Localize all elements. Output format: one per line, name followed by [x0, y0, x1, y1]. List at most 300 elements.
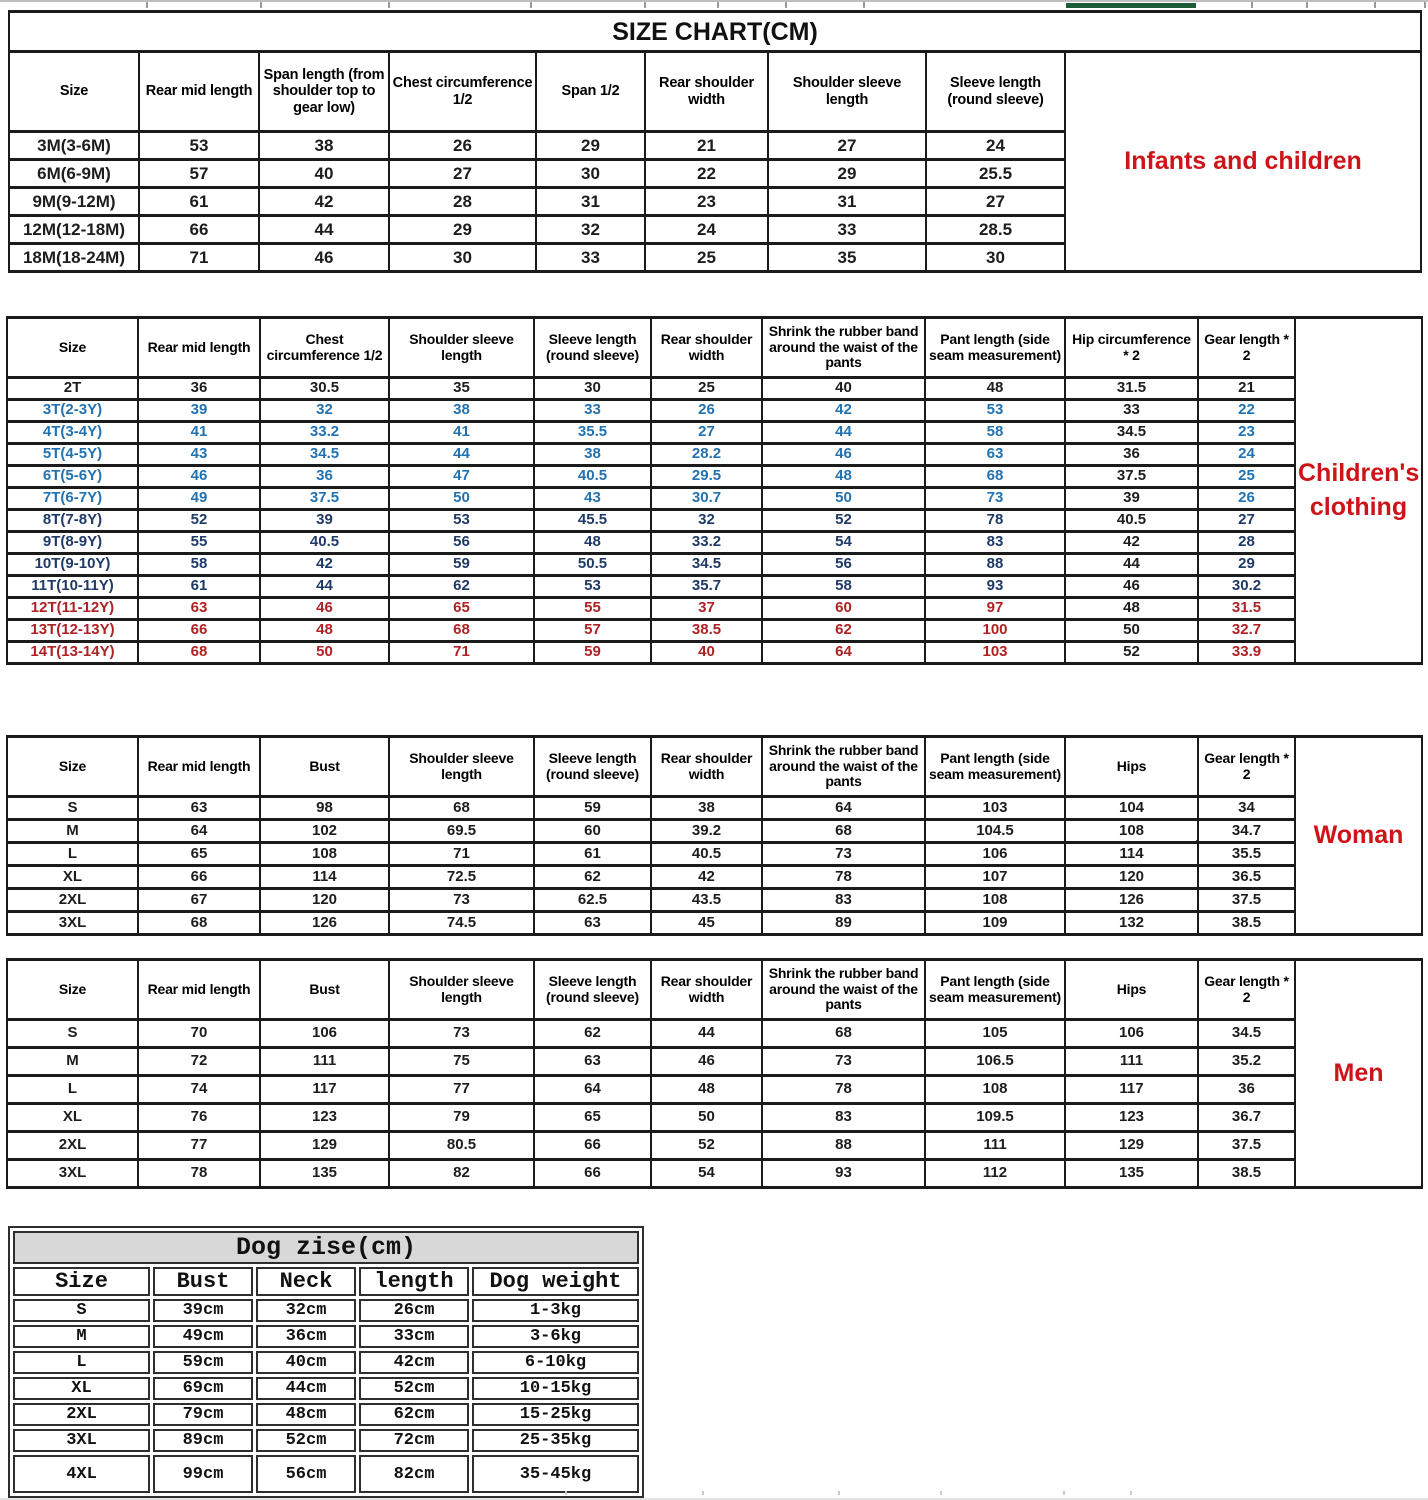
cell: 46: [762, 444, 925, 466]
cell: 108: [1065, 820, 1198, 843]
header-row: [13, 1267, 639, 1296]
cell: 53: [389, 510, 534, 532]
column-header: Rear mid length: [139, 52, 259, 132]
cell: 48: [1065, 598, 1198, 620]
data-row: [7, 912, 1422, 935]
cell: 33.2: [260, 422, 389, 444]
cell: 59: [389, 554, 534, 576]
cell: 111: [1065, 1048, 1198, 1076]
cell: 28: [1198, 532, 1295, 554]
cell: 22: [1198, 400, 1295, 422]
cell: 62: [534, 1020, 651, 1048]
cell: 29: [536, 132, 645, 160]
cell: 31.5: [1198, 598, 1295, 620]
cell: 44: [259, 216, 389, 244]
cell: 126: [260, 912, 389, 935]
cell: 34.5: [1065, 422, 1198, 444]
cell: 107: [925, 866, 1065, 889]
cell: 30: [536, 160, 645, 188]
cell: 61: [138, 576, 260, 598]
data-row: [7, 400, 1422, 422]
green-cell-highlight: [1066, 3, 1196, 8]
cell: S: [7, 797, 138, 820]
cell: 105: [925, 1020, 1065, 1048]
cell: 77: [389, 1076, 534, 1104]
column-header: Size: [7, 737, 138, 797]
column-header: Dog weight: [472, 1267, 639, 1296]
cell: 62cm: [359, 1403, 469, 1426]
cell: 103: [925, 797, 1065, 820]
column-header: Bust: [260, 960, 389, 1020]
cell: 120: [260, 889, 389, 912]
cell: 64: [762, 642, 925, 664]
cell: 66: [534, 1132, 651, 1160]
cell: 61: [139, 188, 259, 216]
cell: 46: [259, 244, 389, 272]
cell: 72.5: [389, 866, 534, 889]
cell: 3XL: [13, 1429, 150, 1452]
data-row: [7, 642, 1422, 664]
cell: L: [7, 1076, 138, 1104]
cell: 13T(12-13Y): [7, 620, 138, 642]
column-header: Shoulder sleeve length: [389, 318, 534, 378]
cell: 31: [768, 188, 926, 216]
cell: 62.5: [534, 889, 651, 912]
cell: 103: [925, 642, 1065, 664]
cell: 79cm: [153, 1403, 253, 1426]
cell: 39.2: [651, 820, 762, 843]
column-header: Rear mid length: [138, 318, 260, 378]
cell: 123: [260, 1104, 389, 1132]
cell: 68: [138, 642, 260, 664]
cell: 108: [925, 889, 1065, 912]
cell: 40: [651, 642, 762, 664]
cell: 129: [1065, 1132, 1198, 1160]
cell: 48: [925, 378, 1065, 400]
cell: 23: [1198, 422, 1295, 444]
data-row: [13, 1377, 639, 1400]
data-row: [7, 797, 1422, 820]
cell: 33.9: [1198, 642, 1295, 664]
cell: 38: [259, 132, 389, 160]
cell: 30: [389, 244, 536, 272]
cell: 108: [925, 1076, 1065, 1104]
cell: 43: [534, 488, 651, 510]
cell: 83: [925, 532, 1065, 554]
cell: 45: [651, 912, 762, 935]
cell: 34.5: [260, 444, 389, 466]
cell: 40.5: [260, 532, 389, 554]
group-label: Infants and children: [1065, 52, 1421, 272]
cell: 49: [138, 488, 260, 510]
cell: 14T(13-14Y): [7, 642, 138, 664]
data-row: [7, 1160, 1422, 1188]
cell: 29: [1198, 554, 1295, 576]
title-row: [9, 12, 1421, 52]
cell: 34: [1198, 797, 1295, 820]
cell: 30.7: [651, 488, 762, 510]
cell: 48cm: [256, 1403, 356, 1426]
cell: 25.5: [926, 160, 1065, 188]
cell: 114: [1065, 843, 1198, 866]
cell: 57: [139, 160, 259, 188]
column-header: Sleeve length (round sleeve): [926, 52, 1065, 132]
cell: 62: [762, 620, 925, 642]
cell: 38.5: [651, 620, 762, 642]
cell: 82cm: [359, 1455, 469, 1493]
cell: 38: [389, 400, 534, 422]
cell: 50.5: [534, 554, 651, 576]
cell: 63: [138, 598, 260, 620]
cell: 42cm: [359, 1351, 469, 1374]
cell: 40.5: [534, 466, 651, 488]
cell: 50: [389, 488, 534, 510]
cell: 29.5: [651, 466, 762, 488]
cell: 64: [534, 1076, 651, 1104]
cell: 135: [1065, 1160, 1198, 1188]
cell: 65: [138, 843, 260, 866]
column-header: Gear length * 2: [1198, 318, 1295, 378]
cell: 54: [762, 532, 925, 554]
cell: 89: [762, 912, 925, 935]
cell: 79: [389, 1104, 534, 1132]
cell: 78: [762, 866, 925, 889]
column-header: Sleeve length (round sleeve): [534, 318, 651, 378]
data-row: [7, 843, 1422, 866]
cell: 44cm: [256, 1377, 356, 1400]
cell: 38.5: [1198, 912, 1295, 935]
cell: S: [13, 1299, 150, 1322]
data-row: [7, 466, 1422, 488]
column-header: Gear length * 2: [1198, 960, 1295, 1020]
cell: 52: [762, 510, 925, 532]
cell: 46: [1065, 576, 1198, 598]
cell: 52: [138, 510, 260, 532]
cell: 24: [1198, 444, 1295, 466]
cell: 6M(6-9M): [9, 160, 139, 188]
cell: 88: [762, 1132, 925, 1160]
top-gridline-strip: [0, 0, 1428, 9]
cell: 97: [925, 598, 1065, 620]
data-row: [13, 1429, 639, 1452]
cell: 65: [534, 1104, 651, 1132]
men-size-table: [6, 958, 1423, 1189]
cell: 34.5: [651, 554, 762, 576]
cell: 52cm: [256, 1429, 356, 1452]
column-header: Size: [7, 318, 138, 378]
cell: 98: [260, 797, 389, 820]
cell: L: [13, 1351, 150, 1374]
cell: 56: [762, 554, 925, 576]
cell: 66: [138, 866, 260, 889]
cell: M: [7, 1048, 138, 1076]
cell: 108: [260, 843, 389, 866]
cell: 106: [260, 1020, 389, 1048]
cell: 28.2: [651, 444, 762, 466]
cell: 44: [1065, 554, 1198, 576]
column-header: Pant length (side seam measurement): [925, 318, 1065, 378]
group-label: Woman: [1295, 737, 1422, 935]
cell: 76: [138, 1104, 260, 1132]
woman-size-table: [6, 735, 1423, 936]
group-label: Children's clothing: [1295, 318, 1422, 664]
cell: 40.5: [651, 843, 762, 866]
cell: 71: [389, 843, 534, 866]
cell: 78: [925, 510, 1065, 532]
cell: 26: [651, 400, 762, 422]
cell: 66: [534, 1160, 651, 1188]
cell: 27: [926, 188, 1065, 216]
cell: 56cm: [256, 1455, 356, 1493]
cell: 68: [762, 1020, 925, 1048]
cell: 73: [762, 1048, 925, 1076]
cell: 38: [651, 797, 762, 820]
header-row: [7, 960, 1422, 1020]
cell: 109.5: [925, 1104, 1065, 1132]
cell: 62: [389, 576, 534, 598]
cell: 60: [534, 820, 651, 843]
cell: 102: [260, 820, 389, 843]
cell: 3XL: [7, 912, 138, 935]
cell: 28: [389, 188, 536, 216]
column-header: Shoulder sleeve length: [389, 960, 534, 1020]
data-row: [7, 378, 1422, 400]
cell: 27: [389, 160, 536, 188]
column-header: Size: [13, 1267, 150, 1296]
title-row: [13, 1231, 639, 1264]
cell: 82: [389, 1160, 534, 1188]
cell: 48: [534, 532, 651, 554]
cell: 93: [925, 576, 1065, 598]
column-header: Span length (from shoulder top to gear low): [259, 52, 389, 132]
cell: 41: [389, 422, 534, 444]
cell: 111: [925, 1132, 1065, 1160]
data-row: [7, 422, 1422, 444]
group-label: Men: [1295, 960, 1422, 1188]
cell: 43.5: [651, 889, 762, 912]
cell: 41: [138, 422, 260, 444]
cell: 109: [925, 912, 1065, 935]
cell: 123: [1065, 1104, 1198, 1132]
cell: 28.5: [926, 216, 1065, 244]
data-row: [7, 1076, 1422, 1104]
cell: 117: [1065, 1076, 1198, 1104]
cell: 3M(3-6M): [9, 132, 139, 160]
cell: 58: [925, 422, 1065, 444]
cell: 40: [762, 378, 925, 400]
data-row: [13, 1351, 639, 1374]
column-header: Size: [7, 960, 138, 1020]
cell: 46: [260, 598, 389, 620]
column-header: Size: [9, 52, 139, 132]
cell: S: [7, 1020, 138, 1048]
cell: 83: [762, 889, 925, 912]
data-row: [7, 1104, 1422, 1132]
cell: 57: [534, 620, 651, 642]
cell: 78: [762, 1076, 925, 1104]
column-header: Bust: [153, 1267, 253, 1296]
cell: 30: [534, 378, 651, 400]
cell: 40cm: [256, 1351, 356, 1374]
cell: 66: [139, 216, 259, 244]
cell: 4XL: [13, 1455, 150, 1493]
cell: 37.5: [1198, 1132, 1295, 1160]
cell: 29: [389, 216, 536, 244]
cell: 83: [762, 1104, 925, 1132]
cell: 49cm: [153, 1325, 253, 1348]
cell: 6T(5-6Y): [7, 466, 138, 488]
column-header: Rear shoulder width: [645, 52, 768, 132]
cell: 30.2: [1198, 576, 1295, 598]
cell: 18M(18-24M): [9, 244, 139, 272]
cell: 36: [1065, 444, 1198, 466]
cell: XL: [13, 1377, 150, 1400]
cell: 48: [651, 1076, 762, 1104]
cell: 47: [389, 466, 534, 488]
cell: 100: [925, 620, 1065, 642]
cell: 21: [645, 132, 768, 160]
cell: 32.7: [1198, 620, 1295, 642]
data-row: [13, 1325, 639, 1348]
cell: 69cm: [153, 1377, 253, 1400]
cell: 2T: [7, 378, 138, 400]
cell: 36.7: [1198, 1104, 1295, 1132]
cell: 114: [260, 866, 389, 889]
cell: 25-35kg: [472, 1429, 639, 1452]
cell: 73: [389, 1020, 534, 1048]
cell: 26cm: [359, 1299, 469, 1322]
cell: 35: [389, 378, 534, 400]
cell: 42: [1065, 532, 1198, 554]
cell: 71: [139, 244, 259, 272]
cell: 36: [260, 466, 389, 488]
selection-fill-handle: [1195, 839, 1198, 843]
cell: 55: [138, 532, 260, 554]
table-title: Dog zise(cm): [13, 1231, 639, 1264]
cell: 64: [762, 797, 925, 820]
cell: 37.5: [1065, 466, 1198, 488]
cell: 50: [1065, 620, 1198, 642]
cell: 59: [534, 642, 651, 664]
cell: 50: [651, 1104, 762, 1132]
cell: 21: [1198, 378, 1295, 400]
column-header: Sleeve length (round sleeve): [534, 737, 651, 797]
cell: 24: [645, 216, 768, 244]
cell: 26: [389, 132, 536, 160]
data-row: [7, 554, 1422, 576]
cell: 73: [389, 889, 534, 912]
header-row: [9, 52, 1421, 132]
cell: L: [7, 843, 138, 866]
cell: XL: [7, 866, 138, 889]
cell: 12T(11-12Y): [7, 598, 138, 620]
cell: 33: [536, 244, 645, 272]
cell: 70: [138, 1020, 260, 1048]
column-header: Rear shoulder width: [651, 318, 762, 378]
cell: 15-25kg: [472, 1403, 639, 1426]
cell: 2XL: [13, 1403, 150, 1426]
cell: 26: [1198, 488, 1295, 510]
cell: 69.5: [389, 820, 534, 843]
cell: 37.5: [260, 488, 389, 510]
cell: 53: [534, 576, 651, 598]
cell: 111: [260, 1048, 389, 1076]
cell: 35.7: [651, 576, 762, 598]
cell: 33cm: [359, 1325, 469, 1348]
column-header: Shrink the rubber band around the waist of the pants: [762, 737, 925, 797]
cell: 104.5: [925, 820, 1065, 843]
cell: 37.5: [1198, 889, 1295, 912]
dog-size-table: [8, 1226, 644, 1498]
cell: 68: [925, 466, 1065, 488]
cell: 12M(12-18M): [9, 216, 139, 244]
column-header: Pant length (side seam measurement): [925, 737, 1065, 797]
column-header: Pant length (side seam measurement): [925, 960, 1065, 1020]
cell: 1-3kg: [472, 1299, 639, 1322]
cell: 40: [259, 160, 389, 188]
cell: 2XL: [7, 1132, 138, 1160]
cell: 129: [260, 1132, 389, 1160]
cell: 59cm: [153, 1351, 253, 1374]
cell: 67: [138, 889, 260, 912]
cell: 48: [762, 466, 925, 488]
data-row: [7, 1132, 1422, 1160]
cell: 68: [389, 797, 534, 820]
data-row: [13, 1455, 639, 1493]
cell: 74: [138, 1076, 260, 1104]
header-row: [7, 318, 1422, 378]
cell: 22: [645, 160, 768, 188]
cell: 65: [389, 598, 534, 620]
cell: 45.5: [534, 510, 651, 532]
cell: 29: [768, 160, 926, 188]
cell: 44: [651, 1020, 762, 1048]
cell: 30.5: [260, 378, 389, 400]
cell: 63: [534, 1048, 651, 1076]
cell: 63: [138, 797, 260, 820]
data-row: [7, 576, 1422, 598]
column-header: Rear mid length: [138, 960, 260, 1020]
column-header: Shoulder sleeve length: [389, 737, 534, 797]
cell: 50: [762, 488, 925, 510]
cell: 34.7: [1198, 820, 1295, 843]
cell: 32: [651, 510, 762, 532]
cell: 33: [768, 216, 926, 244]
column-header: Neck: [256, 1267, 356, 1296]
data-row: [7, 510, 1422, 532]
cell: 7T(6-7Y): [7, 488, 138, 510]
column-header: Chest circumference 1/2: [389, 52, 536, 132]
cell: 31: [536, 188, 645, 216]
cell: 31.5: [1065, 378, 1198, 400]
cell: 9T(8-9Y): [7, 532, 138, 554]
cell: 32: [260, 400, 389, 422]
cell: 52cm: [359, 1377, 469, 1400]
cell: 64: [138, 820, 260, 843]
cell: 3T(2-3Y): [7, 400, 138, 422]
cell: 77: [138, 1132, 260, 1160]
cell: 38: [534, 444, 651, 466]
table-title: SIZE CHART(CM): [9, 12, 1421, 52]
data-row: [7, 1020, 1422, 1048]
column-header: Gear length * 2: [1198, 737, 1295, 797]
cell: 68: [762, 820, 925, 843]
column-header: length: [359, 1267, 469, 1296]
cell: 32cm: [256, 1299, 356, 1322]
column-header: Rear shoulder width: [651, 737, 762, 797]
cell: 63: [925, 444, 1065, 466]
cell: 71: [389, 642, 534, 664]
